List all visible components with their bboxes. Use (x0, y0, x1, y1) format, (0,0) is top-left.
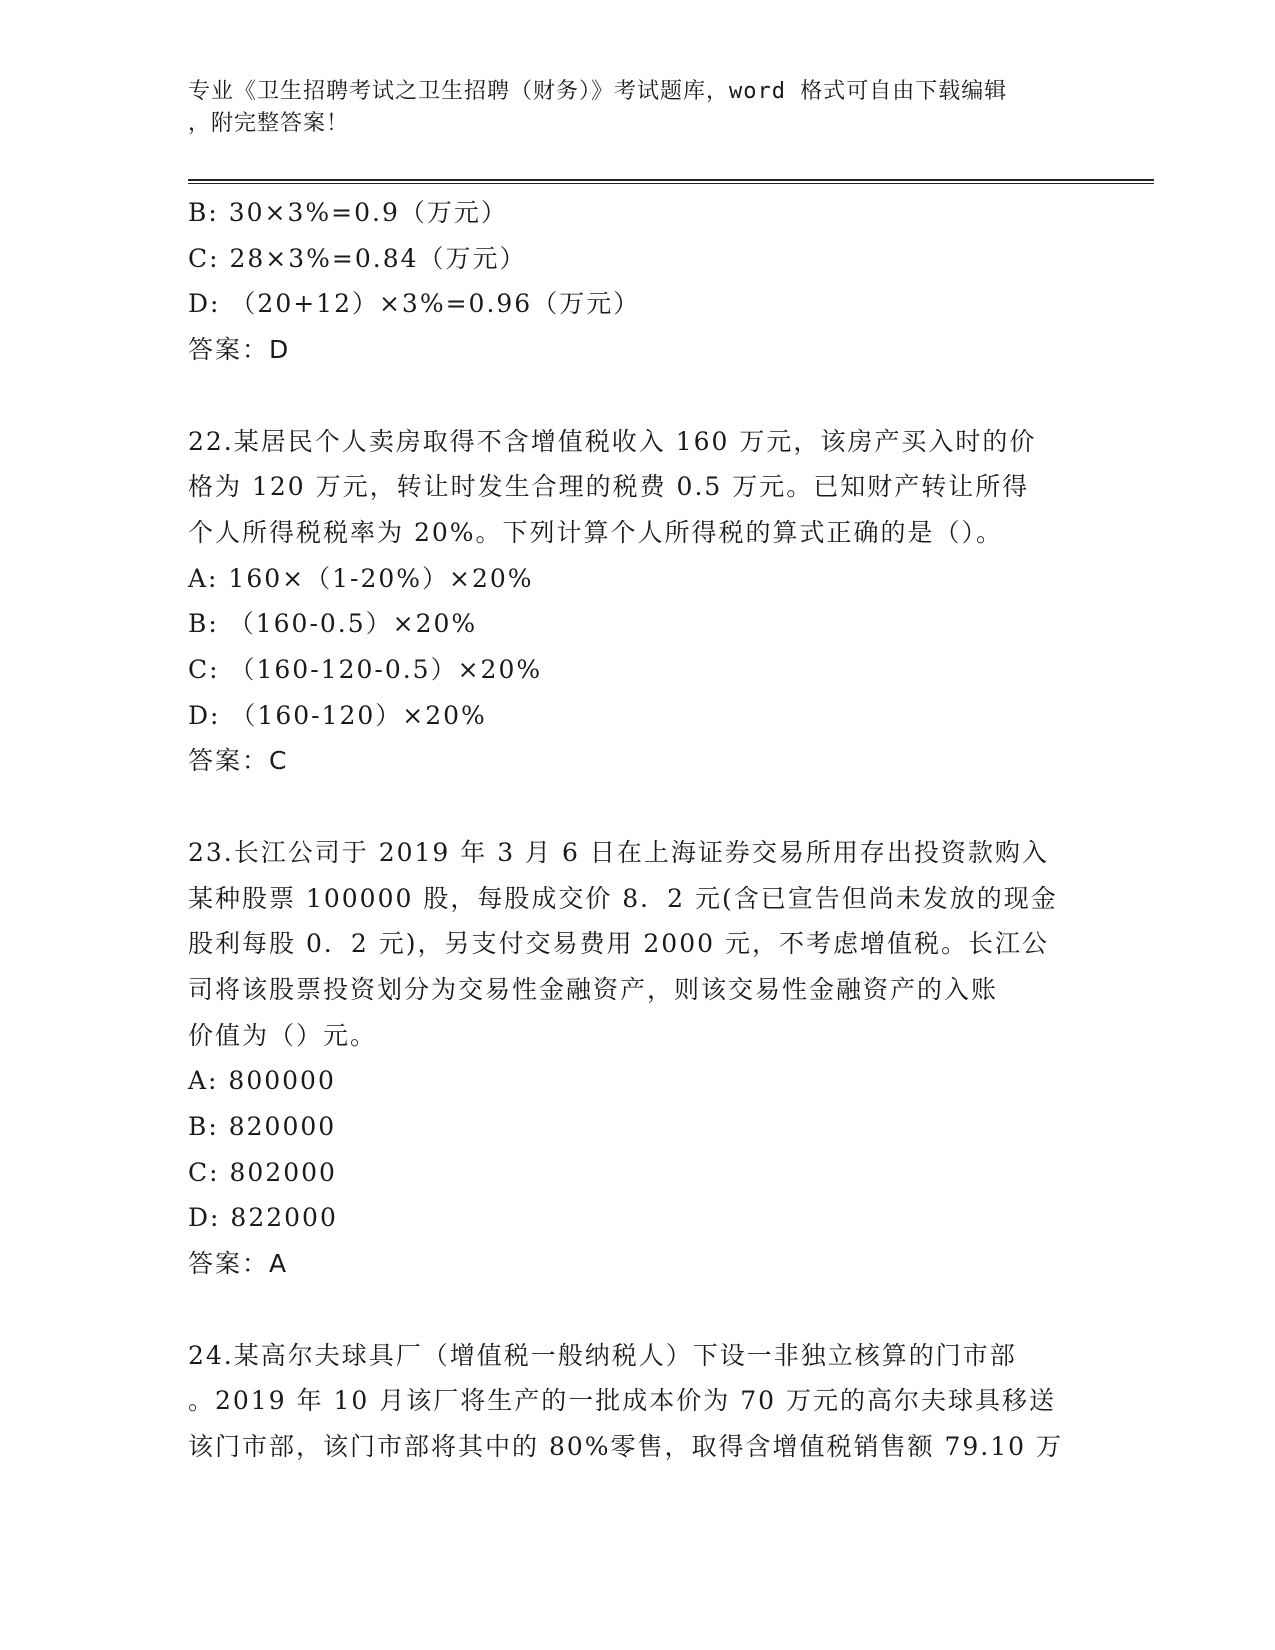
stem-line: 该门市部，该门市部将其中的 80%零售，取得含增值税销售额 79.10 万 (188, 1431, 1063, 1461)
stem-line: 价值为（）元。 (188, 1020, 378, 1050)
option-b: B: 30×3%=0.9（万元） (188, 198, 508, 227)
header-rule-thin (188, 183, 1154, 184)
question-stem (188, 830, 1078, 1059)
question-22 (188, 419, 1088, 785)
answer-line: 答案：D (188, 335, 291, 365)
stem-line: 。2019 年 10 月该厂将生产的一批成本价为 70 万元的高尔夫球具移送 (188, 1386, 1056, 1416)
stem-line: 司将该股票投资划分为交易性金融资产，则该交易性金融资产的入账 (188, 974, 999, 1004)
question-24 (188, 1333, 1088, 1470)
answer-line: 答案：C (188, 746, 289, 776)
option-d: D: 822000 (188, 1203, 338, 1233)
answer-line: 答案：A (188, 1249, 289, 1279)
question-spacer (188, 373, 1088, 419)
stem-line: 格为 120 万元，转让时发生合理的税费 0.5 万元。已知财产转让所得 (188, 472, 1030, 502)
header-line-1: 专业《卫生招聘考试之卫生招聘（财务）》考试题库，word 格式可自由下载编辑 (188, 79, 1008, 104)
option-a: A: 160×（1-20%）×20% (188, 563, 534, 593)
option-c: C: （160-120-0.5）×20% (188, 655, 543, 685)
header-rule-thick (188, 179, 1154, 181)
question-spacer (188, 1287, 1088, 1333)
stem-line: 24.某高尔夫球具厂（增值税一般纳税人）下设一非独立核算的门市部 (188, 1340, 1017, 1370)
question-spacer (188, 784, 1088, 830)
option-c: C: 802000 (188, 1157, 337, 1187)
question-stem (188, 1333, 1078, 1470)
option-d: D: （20+12）×3%=0.96（万元） (188, 289, 641, 319)
stem-line: 股利每股 0．2 元)，另支付交易费用 2000 元，不考虑增值税。长江公 (188, 929, 1049, 959)
option-d: D: （160-120）×20% (188, 700, 487, 730)
stem-line: 23.长江公司于 2019 年 3 月 6 日在上海证券交易所用存出投资款购入 (188, 837, 1049, 867)
question-23 (188, 830, 1088, 1287)
stem-line: 22.某居民个人卖房取得不含增值税收入 160 万元，该房产买入时的价 (188, 426, 1037, 456)
document-header (188, 76, 1068, 140)
document-body (188, 190, 1088, 1470)
question-stem (188, 419, 1078, 556)
stem-line: 个人所得税税率为 20%。下列计算个人所得税的算式正确的是（）。 (188, 517, 1004, 547)
question-21-tail (188, 190, 1088, 373)
option-b: B: 820000 (188, 1112, 337, 1142)
stem-line: 某种股票 100000 股，每股成交价 8．2 元(含已宣告但尚未发放的现金 (188, 883, 1058, 913)
option-c: C: 28×3%=0.84（万元） (188, 243, 527, 273)
option-b: B: （160-0.5）×20% (188, 609, 478, 639)
option-a: A: 800000 (188, 1066, 336, 1096)
header-line-2: ，附完整答案！ (188, 111, 350, 136)
